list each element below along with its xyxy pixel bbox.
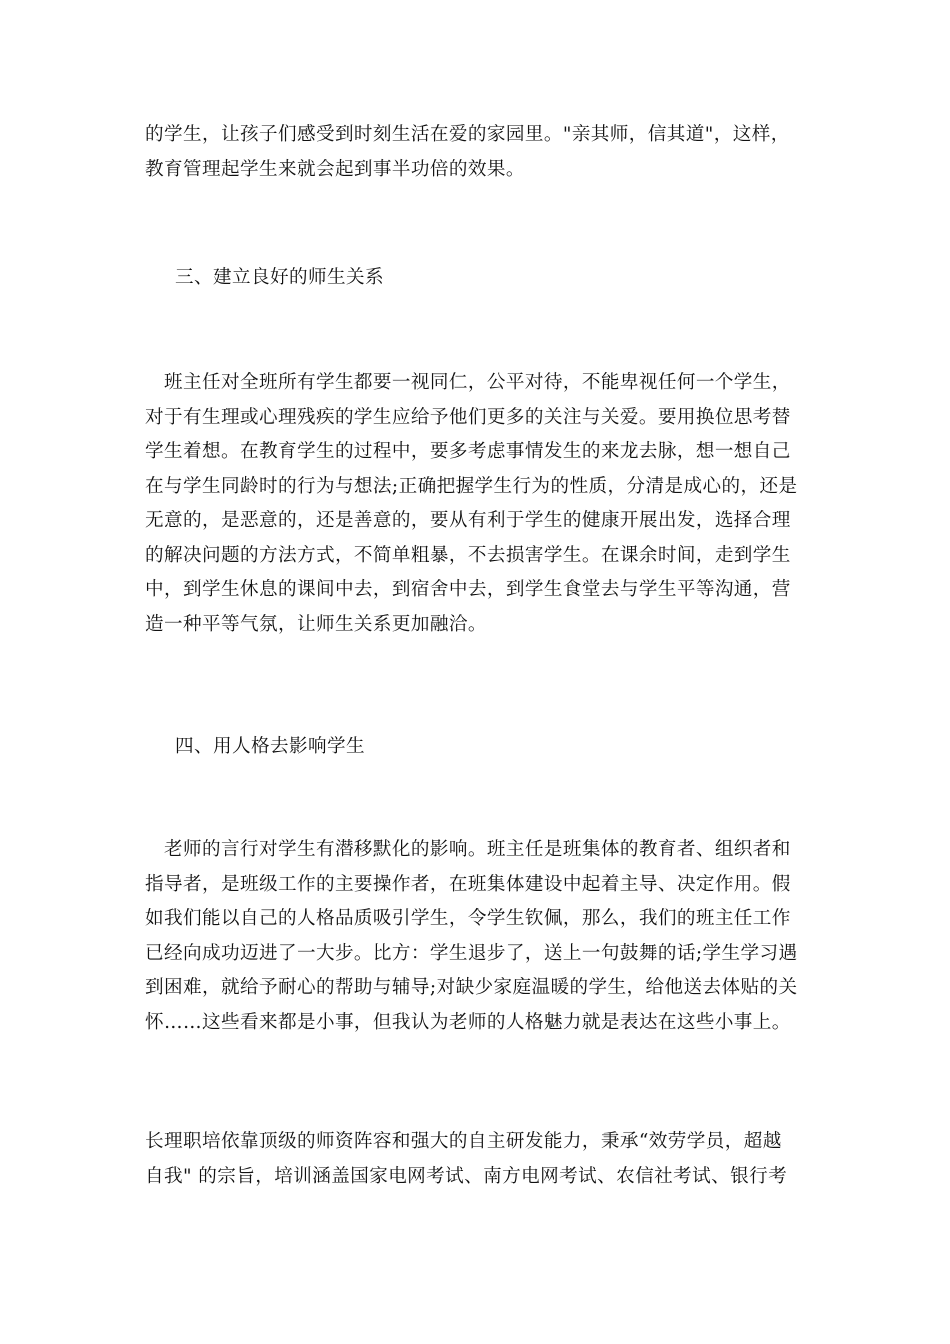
paragraph-line: 长理职培依靠顶级的师资阵容和强大的自主研发能力，秉承“效劳学员，超越: [145, 1131, 782, 1152]
paragraph-line: 已经向成功迈进了一大步。比方：学生退步了，送上一句鼓舞的话;学生学习遇: [145, 942, 798, 964]
paragraph-line: 的解决问题的方法方式，不简单粗暴，不去损害学生。在课余时间，走到学生: [145, 544, 791, 566]
section-4-paragraph: [145, 833, 810, 1040]
paragraph-line: 自我" 的宗旨，培训涵盖国家电网考试、南方电网考试、农信社考试、银行考: [145, 1165, 788, 1187]
section-3-heading: 三、建立良好的师生关系: [175, 267, 384, 288]
paragraph-line: 在与学生同龄时的行为与想法;正确把握学生行为的性质，分清是成心的，还是: [145, 475, 798, 497]
paragraph-line: 学生着想。在教育学生的过程中，要多考虑事情发生的来龙去脉，想一想自己: [145, 441, 791, 462]
paragraph-line: 如我们能以自己的人格品质吸引学生，令学生钦佩，那么，我们的班主任工作: [145, 908, 791, 929]
paragraph-line: 中，到学生休息的课间中去，到宿舍中去，到学生食堂去与学生平等沟通，营: [145, 579, 791, 600]
paragraph-line: 教育管理起学生来就会起到事半功倍的效果。: [145, 158, 525, 180]
paragraph-line: 的学生，让孩子们感受到时刻生活在爱的家园里。"亲其师，信其道"，这样，: [145, 124, 790, 145]
paragraph-line: 老师的言行对学生有潜移默化的影响。班主任是班集体的教育者、组织者和: [145, 839, 791, 860]
paragraph-line: 到困难，就给予耐心的帮助与辅导;对缺少家庭温暖的学生，给他送去体贴的关: [145, 977, 798, 998]
paragraph-line: 班主任对全班所有学生都要一视同仁，公平对待，不能卑视任何一个学生，: [145, 372, 791, 393]
paragraph-line: 指导者，是班级工作的主要操作者，在班集体建设中起着主导、决定作用。假: [145, 873, 791, 895]
promo-paragraph: [145, 1125, 810, 1194]
paragraph-line: 无意的，是恶意的，还是善意的，要从有利于学生的健康开展出发，选择合理: [145, 510, 791, 531]
paragraph-line: 怀……这些看来都是小事，但我认为老师的人格魅力就是表达在这些小事上。: [145, 1011, 791, 1033]
paragraph-line: 造一种平等气氛，让师生关系更加融洽。: [145, 613, 487, 635]
section-4-heading: 四、用人格去影响学生: [175, 736, 365, 757]
section-3-paragraph: [145, 366, 810, 642]
paragraph-line: 对于有生理或心理残疾的学生应给予他们更多的关注与关爱。要用换位思考替: [145, 406, 791, 428]
intro-paragraph: [145, 118, 810, 187]
